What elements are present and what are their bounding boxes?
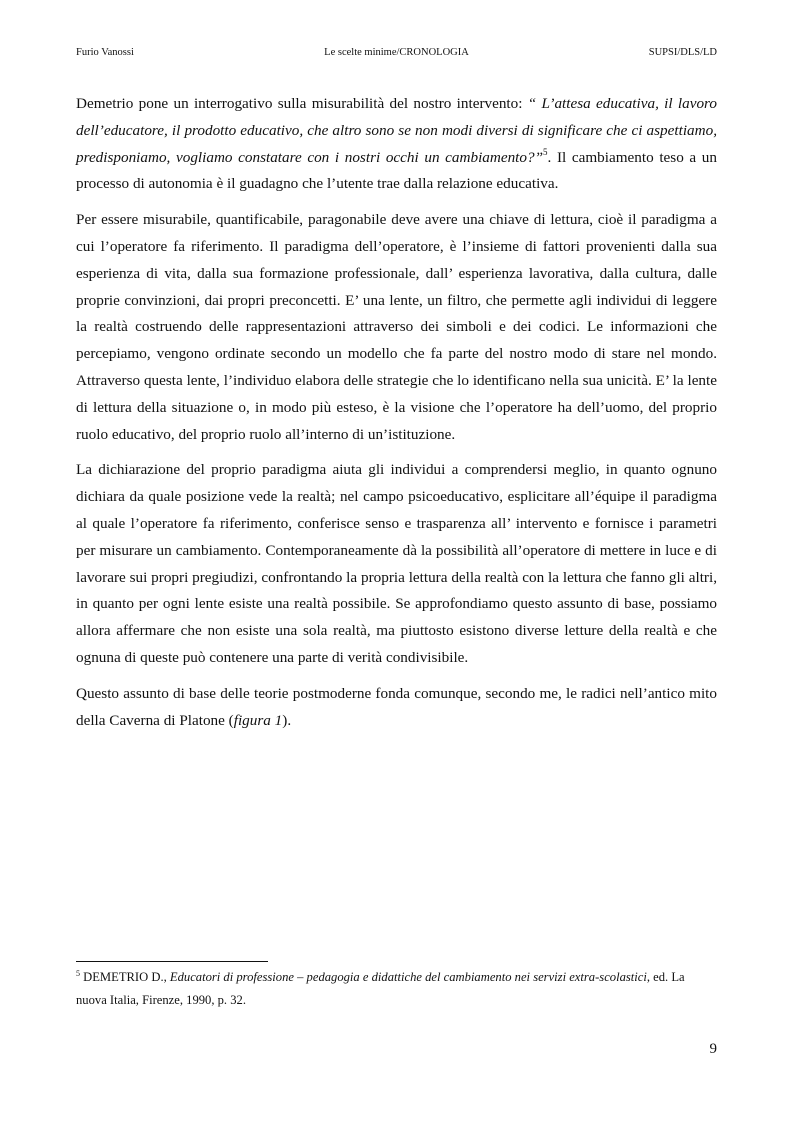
footnote-number: 5 (76, 969, 80, 978)
p1-continuation: . Il cambiamento teso a un processo di autonomia è il guadagno che l’utente trae dalla relazione educativa. (76, 148, 717, 193)
paragraph-3: La dichiarazione del proprio paradigma aiuta gli individui a comprendersi meglio, in quanto ognuno dichiara da quale posizione vede la realtà; nel campo psicoeducativo, esplicitare all’équipe il paradigma al quale l’operatore fa riferimento, conferisce senso e trasparenza all’ intervento e fornisce i parametri per misurare un cambiamento. Contemporaneamente dà la possibilità all’operatore di mettere in luce e di lavorare sui propri pregiudizi, confrontando la propria lettura della realtà con la lettura che fanno gli altri, in quanto per ogni lente esiste una realtà possibile. Se approfondiamo questo assunto di base, possiamo allora affermare che non esiste una sola realtà, ma piuttosto esistono diverse letture della realtà e che ognuna di queste può contenere una parte di verità condivisibile. (76, 461, 717, 666)
paragraph-1 (76, 91, 717, 198)
running-header (76, 46, 717, 60)
paragraph-4 (76, 681, 717, 735)
page-number: 9 (709, 1041, 717, 1057)
footnote-5 (76, 966, 717, 1012)
footnote-book-title: Educatori di professione – pedagogia e didattiche del cambiamento nei servizi extra-scolastici (169, 970, 647, 984)
p1-quote: “ L’attesa educativa, il lavoro dell’educatore, il prodotto educativo, che altro sono se non modi diversi di significare che ci aspettiamo, predisponiamo, vogliamo constatare con i nostri occhi un cambiamento?” (76, 95, 717, 166)
p4-end: ). (282, 711, 292, 729)
figure-reference: figura 1 (233, 711, 283, 729)
main-text (76, 91, 717, 743)
footnote-separator (76, 961, 268, 962)
header-author: Furio Vanossi (76, 47, 134, 58)
header-title: Le scelte minime/CRONOLOGIA (324, 47, 469, 58)
p4-text: Questo assunto di base delle teorie postmoderne fonda comunque, secondo me, le radici nell’antico mito della Caverna di Platone ( (76, 684, 717, 729)
paragraph-2: Per essere misurabile, quantificabile, paragonabile deve avere una chiave di lettura, cioè il paradigma a cui l’operatore fa riferimento. Il paradigma dell’operatore, è l’insieme di fattori provenienti dalla sua esperienza di vita, dalla sua formazione professionale, dall’ esperienza lavorativa, dalla cultura, dalle proprie convinzioni, dai propri preconcetti. E’ una lente, un filtro, che permette agli individui di leggere la realtà costruendo delle rappresentazioni attraverso dei simboli e dei codici. Le informazioni che percepiamo, vengono ordinate secondo un modello che fa parte del nostro modo di stare nel mondo. Attraverso questa lente, l’individuo elabora delle strategie che lo identificano nella sua unicità. E’ la lente di lettura della situazione o, in modo più esteso, è la visione che l’operatore ha dell’uomo, del proprio ruolo educativo, del proprio ruolo all’interno di un’istituzione. (76, 211, 717, 443)
footnote-ref-5: 5 (543, 146, 548, 157)
p1-text: Demetrio pone un interrogativo sulla misurabilità del nostro intervento: (76, 95, 528, 112)
footnote-author: DEMETRIO D., (80, 970, 170, 984)
header-institution: SUPSI/DLS/LD (648, 47, 717, 58)
footnote-publication: , ed. La nuova Italia, Firenze, 1990, p. 32. (76, 970, 685, 1007)
